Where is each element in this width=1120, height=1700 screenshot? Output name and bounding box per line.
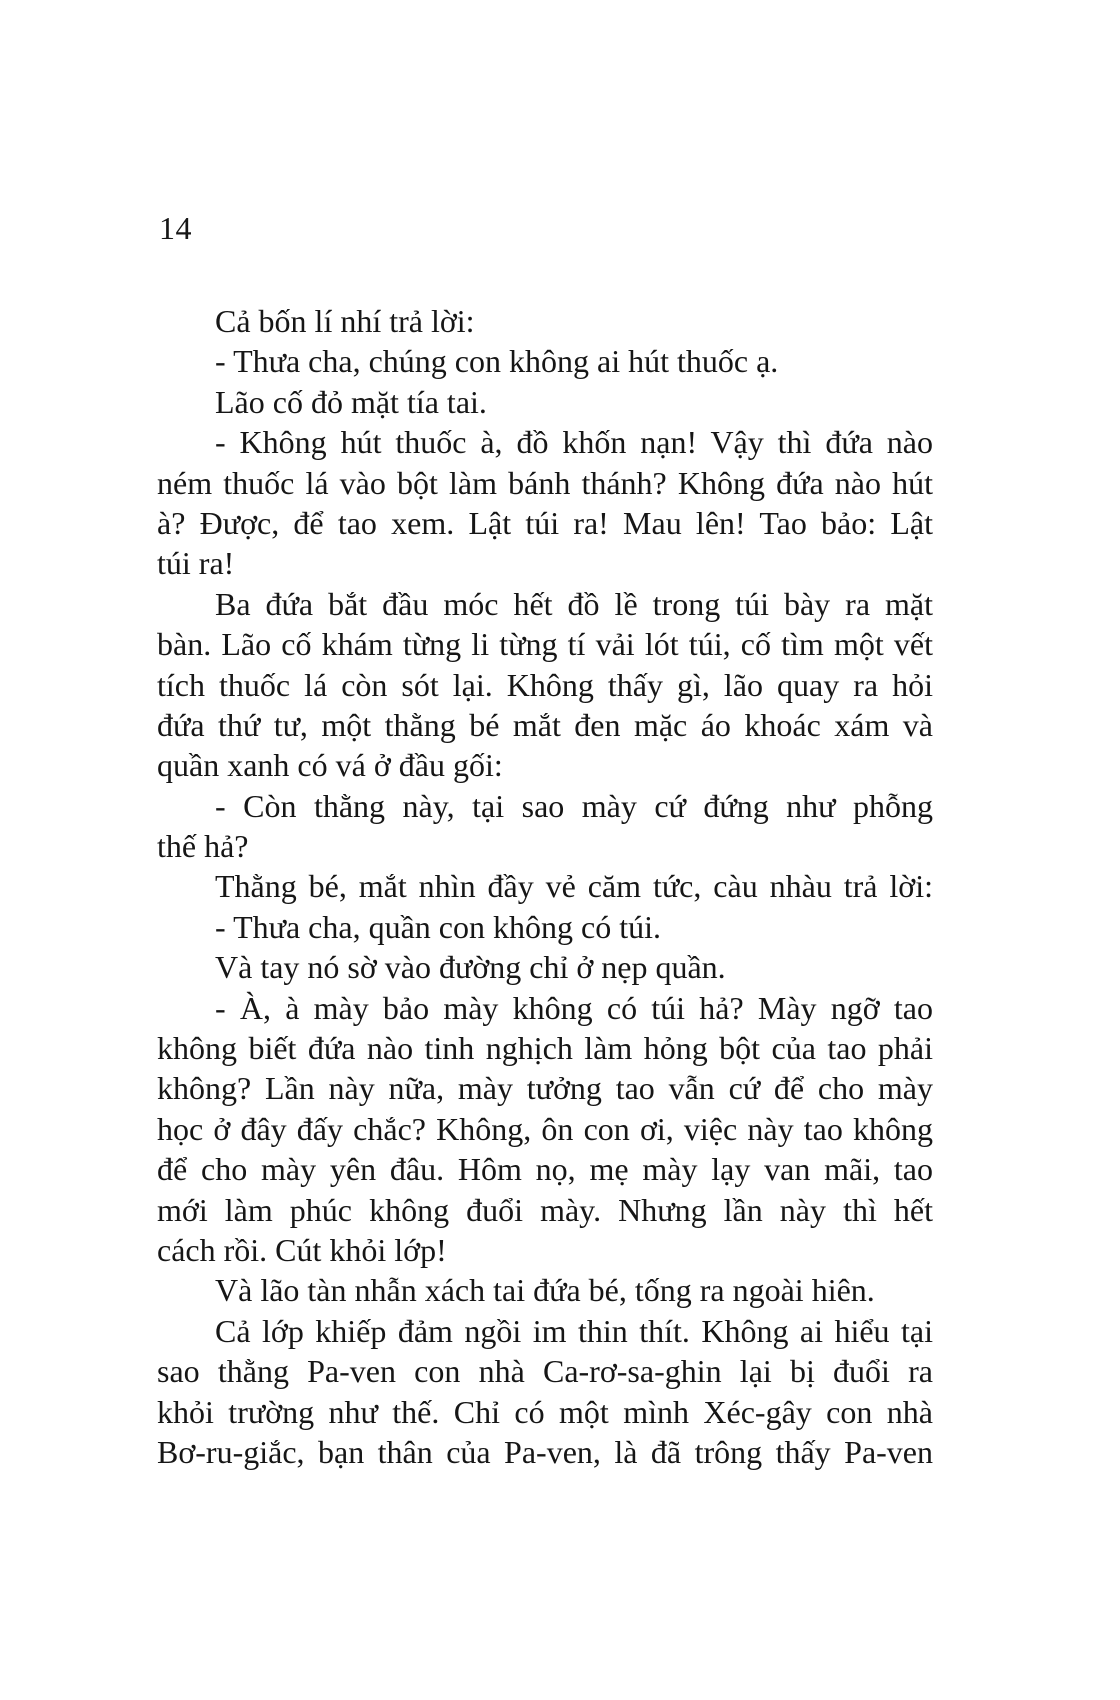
text-line: không? Lần này nữa, mày tưởng tao vẫn cứ để cho mày (157, 1070, 933, 1107)
text-line: bàn. Lão cố khám từng li từng tí vải lót túi, cố tìm một vết (157, 626, 933, 663)
text-line: tích thuốc lá còn sót lại. Không thấy gì, lão quay ra hỏi (157, 666, 933, 703)
text-line: Bơ-ru-giắc, bạn thân của Pa-ven, là đã trông thấy Pa-ven (157, 1433, 933, 1470)
text-line: Cả lớp khiếp đảm ngồi im thin thít. Không ai hiểu tại (215, 1312, 933, 1349)
text-line: Và tay nó sờ vào đường chỉ ở nẹp quần. (215, 949, 726, 986)
text-line: đứa thứ tư, một thằng bé mắt đen mặc áo khoác xám và (157, 706, 933, 743)
page-text (157, 301, 933, 1472)
text-line: khỏi trường như thế. Chỉ có một mình Xéc-gây con nhà (157, 1393, 933, 1430)
text-line: Cả bốn lí nhí trả lời: (215, 303, 475, 339)
text-line: thế hả? (157, 828, 249, 865)
text-line: ném thuốc lá vào bột làm bánh thánh? Không đứa nào hút (157, 464, 933, 501)
text-line: mới làm phúc không đuổi mày. Nhưng lần này thì hết (157, 1191, 933, 1228)
text-line: sao thằng Pa-ven con nhà Ca-rơ-sa-ghin lại bị đuổi ra (157, 1353, 933, 1390)
text-line: Thằng bé, mắt nhìn đầy vẻ căm tức, càu nhàu trả lời: (215, 868, 933, 905)
text-line: à? Được, để tao xem. Lật túi ra! Mau lên! Tao bảo: Lật (157, 504, 933, 541)
text-line: quần xanh có vá ở đầu gối: (157, 747, 503, 784)
text-line: Ba đứa bắt đầu móc hết đồ lề trong túi bày ra mặt (215, 585, 933, 622)
text-line: cách rồi. Cút khỏi lớp! (157, 1231, 447, 1268)
text-line: - Thưa cha, chúng con không ai hút thuốc ạ. (215, 343, 779, 380)
text-line: Lão cố đỏ mặt tía tai. (215, 383, 487, 420)
text-line: - Thưa cha, quần con không có túi. (215, 908, 661, 945)
text-line: không biết đứa nào tinh nghịch làm hỏng bột của tao phải (157, 1030, 933, 1067)
text-line: túi ra! (157, 545, 235, 582)
page-number: 14 (159, 210, 192, 246)
text-line: Và lão tàn nhẫn xách tai đứa bé, tống ra ngoài hiên. (215, 1272, 875, 1309)
text-line: - Không hút thuốc à, đồ khốn nạn! Vậy thì đứa nào (215, 424, 933, 461)
text-line: - À, à mày bảo mày không có túi hả? Mày ngỡ tao (215, 989, 933, 1026)
text-line: học ở đây đấy chắc? Không, ôn con ơi, việc này tao không (157, 1110, 933, 1147)
text-line: - Còn thằng này, tại sao mày cứ đứng như phỗng (215, 787, 933, 824)
text-line: để cho mày yên đâu. Hôm nọ, mẹ mày lạy van mãi, tao (157, 1151, 933, 1188)
